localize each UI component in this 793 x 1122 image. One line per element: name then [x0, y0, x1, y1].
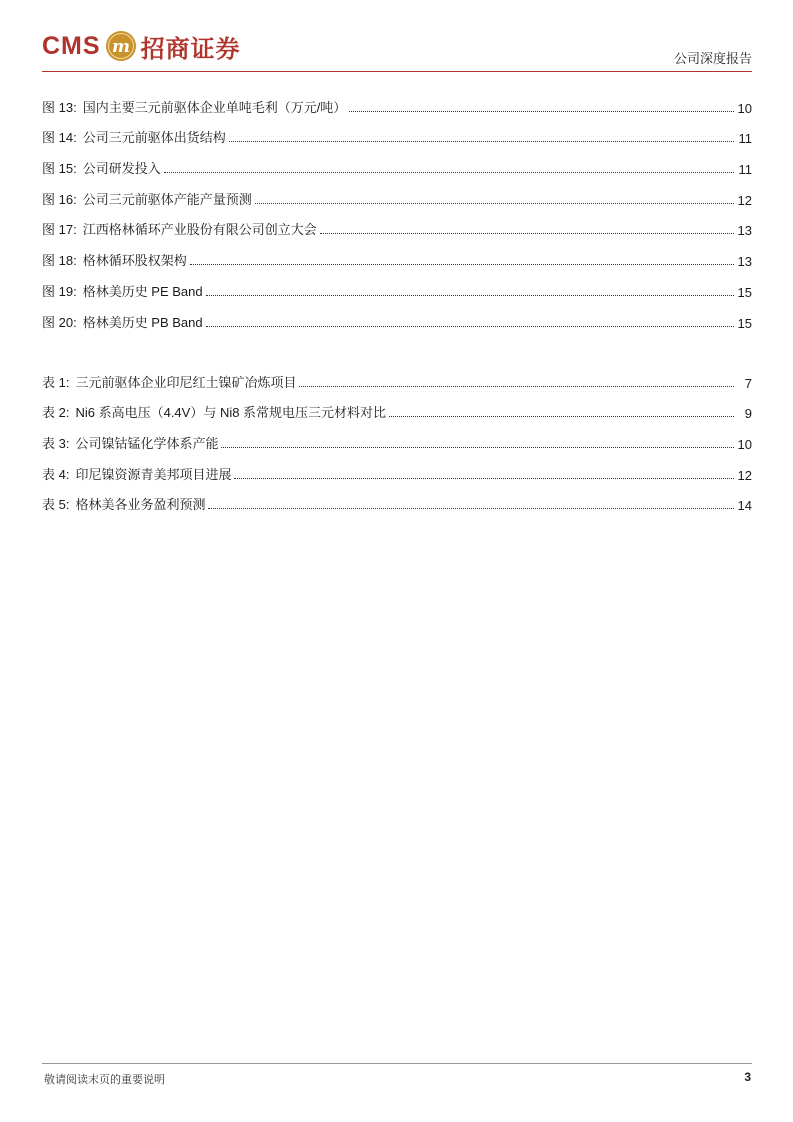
table-entry[interactable] [42, 391, 752, 422]
table-list [42, 360, 752, 513]
table-entry[interactable] [42, 483, 752, 514]
figure-entry[interactable] [42, 146, 752, 177]
figure-entry-page: 13 [737, 254, 752, 270]
dot-leader [320, 233, 734, 234]
table-entry[interactable] [42, 421, 752, 452]
brand-seal-letter: m [111, 37, 130, 57]
logo-chinese-text: 招商证券 [140, 33, 241, 63]
table-entry-label: 表 3: [42, 436, 70, 452]
table-entry-page: 9 [744, 406, 752, 422]
figure-entry-title: 公司研发投入 [82, 161, 161, 177]
dot-leader [221, 447, 734, 448]
figure-entry-page: 15 [737, 284, 752, 300]
table-entry-page: 14 [737, 498, 752, 514]
figure-entry[interactable] [42, 116, 752, 147]
table-entry-title: Ni6 系高电压（4.4V）与 Ni8 系常规电压三元材料对比 [75, 405, 387, 421]
table-entry-label: 表 2: [42, 405, 70, 421]
figure-entry[interactable] [42, 208, 752, 239]
figure-entry-label: 图 15: [42, 161, 77, 177]
figure-entry-title: 公司三元前驱体出货结构 [82, 130, 226, 146]
dot-leader [255, 203, 734, 204]
figure-entry-label: 图 14: [42, 130, 77, 146]
table-entry-title: 三元前驱体企业印尼红土镍矿冶炼项目 [75, 374, 297, 390]
table-entry[interactable] [42, 452, 752, 483]
figure-entry-title: 江西格林循环产业股份有限公司创立大会 [82, 222, 317, 238]
logo-latin-text: CMS [42, 31, 101, 60]
figure-entry-page: 11 [738, 162, 752, 178]
dot-leader [208, 508, 734, 509]
table-entry-page: 10 [737, 437, 752, 453]
figure-entry-page: 15 [737, 315, 752, 331]
dot-leader [206, 295, 734, 296]
figure-entry-label: 图 19: [42, 283, 77, 299]
dot-leader [190, 264, 734, 265]
figure-entry-label: 图 18: [42, 253, 77, 269]
table-entry-label: 表 4: [42, 466, 70, 482]
figure-entry-page: 12 [737, 192, 752, 208]
dot-leader [229, 141, 734, 142]
figure-entry-page: 13 [737, 223, 752, 239]
figure-entry-label: 图 20: [42, 314, 77, 330]
figure-entry-label: 图 16: [42, 191, 77, 207]
figure-entry-title: 格林美历史 PB Band [82, 314, 203, 330]
figure-entry-page: 11 [738, 131, 752, 147]
cms-logo [42, 28, 241, 64]
figure-entry-label: 图 17: [42, 222, 77, 238]
figure-entry-title: 格林美历史 PE Band [82, 283, 203, 299]
dot-leader [234, 478, 734, 479]
table-entry-page: 12 [737, 467, 752, 483]
report-type-label: 公司深度报告 [673, 51, 752, 66]
page-number: 3 [744, 1070, 751, 1084]
figure-entry[interactable] [42, 85, 752, 116]
figure-entry-title: 公司三元前驱体产能产量预测 [82, 191, 252, 207]
table-entry-label: 表 5: [42, 497, 70, 513]
page-header [42, 24, 752, 72]
footer-divider [42, 1063, 752, 1064]
table-entry-title: 格林美各业务盈利预测 [75, 497, 206, 513]
table-entry-page: 7 [744, 375, 752, 391]
brand-seal-icon [105, 30, 137, 62]
figure-entry[interactable] [42, 269, 752, 300]
table-entry-title: 公司镍钴锰化学体系产能 [75, 436, 219, 452]
figure-entry-page: 10 [737, 100, 752, 116]
figure-entry-label: 图 13: [42, 99, 77, 115]
table-entry[interactable] [42, 360, 752, 391]
figure-entry[interactable] [42, 300, 752, 331]
dot-leader [389, 416, 734, 417]
dot-leader [299, 386, 734, 387]
figure-entry[interactable] [42, 238, 752, 269]
table-entry-label: 表 1: [42, 374, 70, 390]
table-entry-title: 印尼镍资源青美邦项目进展 [75, 466, 232, 482]
dot-leader [164, 172, 734, 173]
figure-list [42, 85, 752, 331]
header-divider [42, 71, 752, 72]
dot-leader [206, 326, 734, 327]
figure-entry-title: 国内主要三元前驱体企业单吨毛利（万元/吨） [82, 99, 347, 115]
figure-entry[interactable] [42, 177, 752, 208]
dot-leader [349, 111, 734, 112]
figure-entry-title: 格林循环股权架构 [82, 253, 187, 269]
disclaimer-note: 敬请阅读末页的重要说明 [44, 1074, 165, 1086]
